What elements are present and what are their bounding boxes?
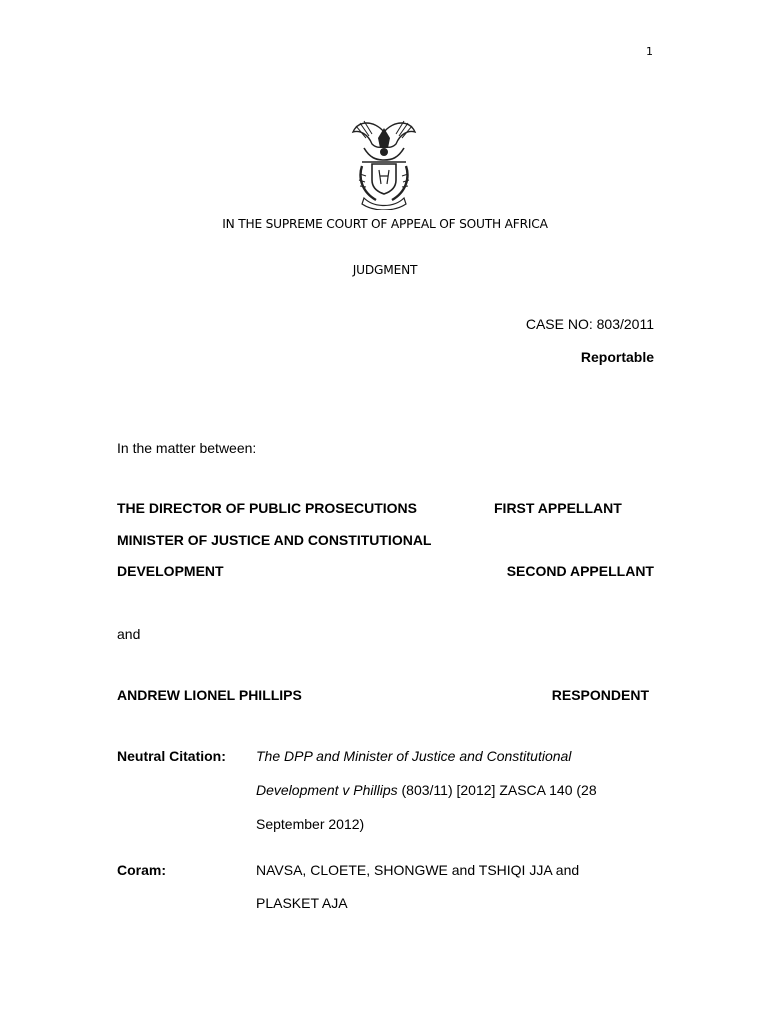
respondent-role: RESPONDENT (551, 687, 649, 703)
document-type: JUDGMENT (352, 263, 418, 277)
respondent-name: ANDREW LIONEL PHILLIPS (117, 687, 302, 703)
coram-line2: PLASKET AJA (256, 895, 348, 911)
case-number: CASE NO: 803/2011 (525, 316, 654, 332)
coram-line1: NAVSA, CLOETE, SHONGWE and TSHIQI JJA and (256, 862, 580, 878)
reportable-label: Reportable (580, 349, 654, 365)
citation-reference: (803/11) [2012] ZASCA 140 (28 (397, 782, 597, 798)
court-title: IN THE SUPREME COURT OF APPEAL OF SOUTH AFRICA (222, 217, 548, 231)
second-appellant-name-line1: MINISTER OF JUSTICE AND CONSTITUTIONAL (117, 532, 432, 548)
south-africa-coat-of-arms-icon (350, 118, 418, 210)
second-appellant-name-line2: DEVELOPMENT (117, 563, 224, 579)
matter-between: In the matter between: (117, 440, 257, 456)
neutral-citation-label: Neutral Citation: (117, 748, 226, 764)
and-connector: and (117, 626, 141, 642)
page-number: 1 (646, 45, 653, 58)
first-appellant-name: THE DIRECTOR OF PUBLIC PROSECUTIONS (117, 500, 417, 516)
neutral-citation-line3: September 2012) (256, 816, 365, 832)
second-appellant-role: SECOND APPELLANT (506, 563, 654, 579)
case-name-italic: Development v Phillips (256, 782, 398, 798)
neutral-citation-line2 (256, 782, 597, 798)
first-appellant-role: FIRST APPELLANT (494, 500, 622, 516)
coram-label: Coram: (117, 862, 167, 878)
neutral-citation-line1: The DPP and Minister of Justice and Constitutional (256, 748, 572, 764)
